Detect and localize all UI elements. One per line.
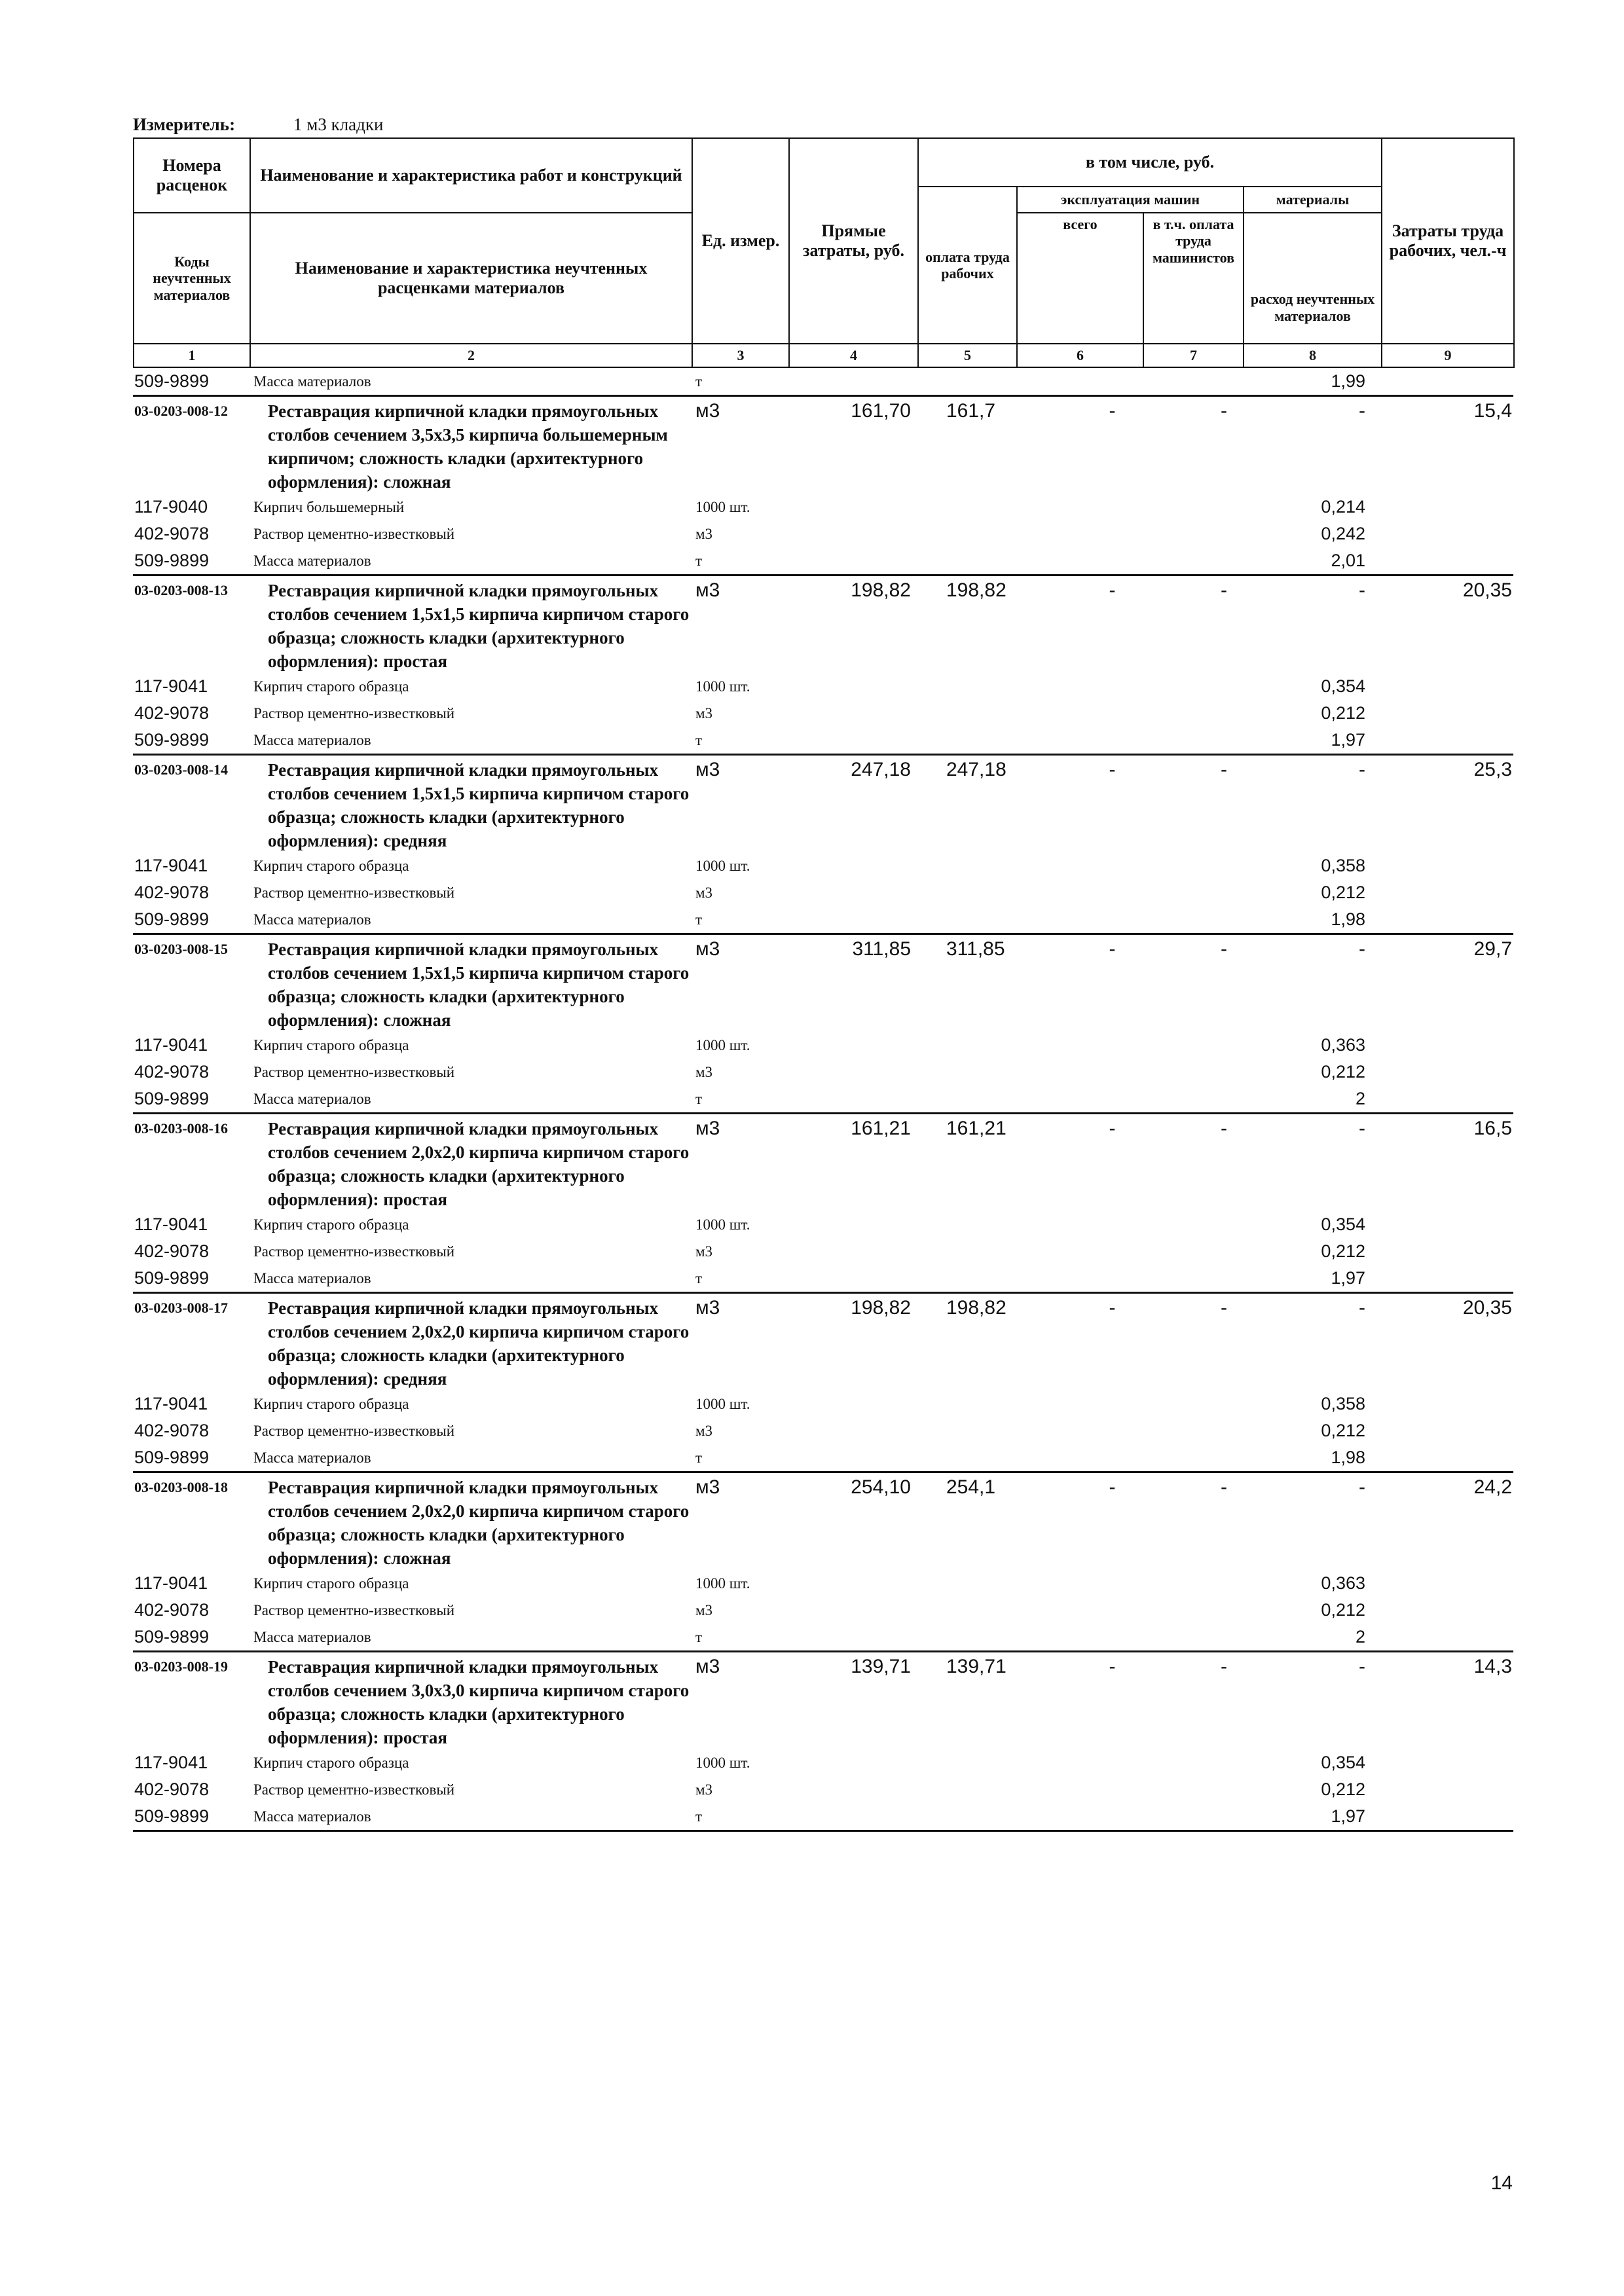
rate-materials: -: [1359, 1118, 1365, 1139]
material-code: 509-9899: [134, 1806, 210, 1826]
rate-direct-costs: 161,21: [851, 1118, 911, 1139]
table-end-rule: [133, 1830, 1513, 1832]
material-unit: м3: [695, 1064, 713, 1080]
material-name: Масса материалов: [253, 732, 371, 748]
material-value: 0,212: [1321, 703, 1365, 723]
material-code: 117-9041: [134, 1035, 208, 1055]
material-unit: 1000 шт.: [695, 1575, 750, 1592]
material-name: Раствор цементно-известковый: [253, 1781, 455, 1798]
rates-table-header: [133, 137, 1515, 368]
rate-direct-costs: 254,10: [851, 1476, 911, 1498]
rate-labor-cost: 15,4: [1473, 400, 1512, 422]
material-code: 402-9078: [134, 1779, 210, 1799]
material-name: Масса материалов: [253, 1270, 371, 1286]
material-name: Масса материалов: [253, 1629, 371, 1645]
material-unit: т: [695, 373, 703, 390]
material-value: 1,97: [1331, 1268, 1365, 1288]
rate-machines: -: [1109, 579, 1116, 601]
header-num-3: 3: [692, 344, 789, 367]
rate-row: [133, 1650, 1513, 1749]
material-code: 509-9899: [134, 371, 210, 391]
rate-row: [133, 395, 1513, 494]
material-unit: 1000 шт.: [695, 1396, 750, 1412]
rate-row: [133, 1292, 1513, 1391]
material-code: 117-9041: [134, 1394, 208, 1413]
material-unit: м3: [695, 526, 713, 542]
rate-machines: -: [1109, 759, 1116, 780]
material-code: 509-9899: [134, 1627, 210, 1647]
material-name: Масса материалов: [253, 1091, 371, 1107]
rate-unit: м3: [695, 400, 720, 422]
rate-labor-pay: 198,82: [946, 1297, 1006, 1319]
rate-row: [133, 1112, 1513, 1211]
material-row: [133, 494, 1513, 520]
material-value: 0,212: [1321, 1241, 1365, 1261]
material-row: [133, 879, 1513, 906]
rate-row: [133, 1471, 1513, 1570]
material-row: [133, 1444, 1513, 1471]
material-unit: м3: [695, 1781, 713, 1798]
material-name: Раствор цементно-известковый: [253, 526, 455, 542]
header-machinist-pay: в т.ч. оплата труда машинистов: [1143, 213, 1244, 344]
rate-name: Реставрация кирпичной кладки прямоугольных столбов сечением 3,0х3,0 кирпича кирпичом старого образца; сложность кладки (архитектурного оформления): простая: [268, 1657, 690, 1747]
material-name: Кирпич старого образца: [253, 1037, 409, 1053]
rate-machinist-pay: -: [1221, 1297, 1227, 1319]
rate-unit: м3: [695, 1118, 720, 1139]
rate-name: Реставрация кирпичной кладки прямоугольных столбов сечением 1,5х1,5 кирпича кирпичом старого образца; сложность кладки (архитектурного оформления): средняя: [268, 760, 690, 850]
rate-row: [133, 754, 1513, 852]
material-row: [133, 1417, 1513, 1444]
rate-machinist-pay: -: [1221, 1118, 1227, 1139]
rate-unit: м3: [695, 1476, 720, 1498]
rate-labor-cost: 29,7: [1473, 938, 1512, 960]
material-unit: м3: [695, 705, 713, 721]
material-row: [133, 906, 1513, 933]
header-unit: Ед. измер.: [692, 138, 789, 344]
rate-labor-pay: 247,18: [946, 759, 1006, 780]
rate-unit: м3: [695, 1656, 720, 1677]
rate-machines: -: [1109, 400, 1116, 422]
material-row: [133, 520, 1513, 547]
material-value: 0,363: [1321, 1573, 1365, 1593]
rate-unit: м3: [695, 759, 720, 780]
material-code: 117-9041: [134, 1573, 208, 1593]
rate-code: 03-0203-008-14: [134, 761, 228, 778]
rate-code: 03-0203-008-18: [134, 1479, 228, 1495]
rate-code: 03-0203-008-15: [134, 941, 228, 957]
rate-row: [133, 574, 1513, 673]
rate-labor-cost: 25,3: [1473, 759, 1512, 780]
rate-name: Реставрация кирпичной кладки прямоугольных столбов сечением 1,5х1,5 кирпича кирпичом старого образца; сложность кладки (архитектурного оформления): простая: [268, 581, 690, 671]
header-num-6: 6: [1017, 344, 1143, 367]
material-unit: м3: [695, 884, 713, 901]
rate-labor-pay: 254,1: [946, 1476, 996, 1498]
rate-machinist-pay: -: [1221, 400, 1227, 422]
material-code: 509-9899: [134, 1268, 210, 1288]
header-num-1: 1: [134, 344, 250, 367]
material-row: [133, 1032, 1513, 1059]
material-code: 117-9041: [134, 1753, 208, 1772]
material-row: [133, 1776, 1513, 1803]
material-unit: 1000 шт.: [695, 1216, 750, 1233]
material-value: 0,212: [1321, 1062, 1365, 1082]
material-value: 0,212: [1321, 1779, 1365, 1799]
material-row: [133, 852, 1513, 879]
material-unit: м3: [695, 1243, 713, 1260]
material-value: 1,99: [1331, 371, 1365, 391]
rate-unit: м3: [695, 1297, 720, 1319]
rate-machinist-pay: -: [1221, 759, 1227, 780]
material-row: [133, 1391, 1513, 1417]
header-labor-cost: Затраты труда рабочих, чел.-ч: [1382, 138, 1514, 344]
material-unit: м3: [695, 1602, 713, 1618]
rate-direct-costs: 139,71: [851, 1656, 911, 1677]
header-num-7: 7: [1143, 344, 1244, 367]
rate-labor-cost: 16,5: [1473, 1118, 1512, 1139]
material-unit: т: [695, 911, 703, 928]
rates-table-body: [133, 368, 1513, 1832]
material-name: Кирпич старого образца: [253, 1396, 409, 1412]
material-value: 0,214: [1321, 497, 1365, 517]
header-labor-pay: оплата труда рабочих: [918, 187, 1017, 344]
material-name: Раствор цементно-известковый: [253, 705, 455, 721]
material-name: Масса материалов: [253, 911, 371, 928]
material-value: 0,212: [1321, 883, 1365, 902]
material-row: [133, 1597, 1513, 1624]
rate-code: 03-0203-008-16: [134, 1120, 228, 1137]
material-value: 2: [1355, 1627, 1365, 1647]
material-row: [133, 368, 1513, 395]
measurer-label: Измеритель:: [133, 115, 236, 134]
material-row: [133, 1570, 1513, 1597]
material-unit: т: [695, 732, 703, 748]
header-material-use: расход неучтенных материалов: [1244, 272, 1382, 344]
material-value: 0,354: [1321, 1753, 1365, 1772]
material-name: Масса материалов: [253, 1449, 371, 1466]
rate-labor-pay: 139,71: [946, 1656, 1006, 1677]
rate-materials: -: [1359, 400, 1365, 422]
material-value: 1,98: [1331, 1448, 1365, 1467]
rate-machines: -: [1109, 1297, 1116, 1319]
rate-machinist-pay: -: [1221, 938, 1227, 960]
rate-unit: м3: [695, 579, 720, 601]
rate-materials: -: [1359, 938, 1365, 960]
header-including: в том числе, руб.: [918, 138, 1382, 187]
rate-machines: -: [1109, 1656, 1116, 1677]
header-unrecorded-codes: Коды неучтенных материалов: [134, 213, 250, 344]
material-code: 117-9041: [134, 856, 208, 875]
material-row: [133, 727, 1513, 754]
material-row: [133, 1238, 1513, 1265]
rate-machines: -: [1109, 1118, 1116, 1139]
material-name: Кирпич старого образца: [253, 858, 409, 874]
rate-direct-costs: 198,82: [851, 1297, 911, 1319]
header-work-name: Наименование и характеристика работ и конструкций: [250, 138, 692, 213]
material-unit: т: [695, 1091, 703, 1107]
header-unrecorded-materials: Наименование и характеристика неучтенных расценками материалов: [250, 213, 692, 344]
header-num-8: 8: [1244, 344, 1382, 367]
rate-labor-pay: 161,21: [946, 1118, 1006, 1139]
header-rate-numbers: Номера расценок: [134, 138, 250, 213]
rate-row: [133, 933, 1513, 1032]
rate-direct-costs: 311,85: [852, 938, 911, 960]
rate-machinist-pay: -: [1221, 579, 1227, 601]
header-num-2: 2: [250, 344, 692, 367]
rate-labor-pay: 161,7: [946, 400, 996, 422]
material-value: 0,363: [1321, 1035, 1365, 1055]
material-row: [133, 547, 1513, 574]
material-code: 402-9078: [134, 703, 210, 723]
material-code: 509-9899: [134, 909, 210, 929]
material-value: 1,97: [1331, 730, 1365, 750]
material-value: 0,358: [1321, 856, 1365, 875]
material-unit: т: [695, 553, 703, 569]
material-code: 509-9899: [134, 730, 210, 750]
measurer-line: [133, 111, 1513, 137]
rate-materials: -: [1359, 1656, 1365, 1677]
material-value: 0,354: [1321, 1214, 1365, 1234]
rate-materials: -: [1359, 1297, 1365, 1319]
material-unit: 1000 шт.: [695, 1755, 750, 1771]
rate-name: Реставрация кирпичной кладки прямоугольных столбов сечением 2,0х2,0 кирпича кирпичом старого образца; сложность кладки (архитектурного оформления): сложная: [268, 1478, 690, 1568]
material-unit: 1000 шт.: [695, 1037, 750, 1053]
material-code: 117-9041: [134, 1214, 208, 1234]
material-value: 0,212: [1321, 1600, 1365, 1620]
rate-labor-pay: 198,82: [946, 579, 1006, 601]
material-value: 0,358: [1321, 1394, 1365, 1413]
material-row: [133, 673, 1513, 700]
material-row: [133, 1803, 1513, 1830]
material-name: Масса материалов: [253, 553, 371, 569]
rate-labor-cost: 20,35: [1462, 1297, 1512, 1319]
material-name: Кирпич старого образца: [253, 1575, 409, 1592]
header-num-9: 9: [1382, 344, 1514, 367]
material-code: 402-9078: [134, 883, 210, 902]
material-value: 2: [1355, 1089, 1365, 1108]
rate-code: 03-0203-008-19: [134, 1658, 228, 1675]
header-direct-costs: Прямые затраты, руб.: [789, 138, 918, 344]
rate-name: Реставрация кирпичной кладки прямоугольных столбов сечением 2,0х2,0 кирпича кирпичом старого образца; сложность кладки (архитектурного оформления): средняя: [268, 1298, 690, 1389]
material-unit: т: [695, 1270, 703, 1286]
material-code: 402-9078: [134, 524, 210, 543]
rate-name: Реставрация кирпичной кладки прямоугольных столбов сечением 3,5х3,5 кирпича большемерным кирпичом; сложность кладки (архитектурного оформления): сложная: [268, 401, 668, 492]
rate-machines: -: [1109, 1476, 1116, 1498]
rate-machinist-pay: -: [1221, 1656, 1227, 1677]
material-value: 1,98: [1331, 909, 1365, 929]
material-name: Раствор цементно-известковый: [253, 1064, 455, 1080]
material-name: Раствор цементно-известковый: [253, 884, 455, 901]
material-unit: 1000 шт.: [695, 499, 750, 515]
material-code: 402-9078: [134, 1062, 210, 1082]
material-code: 509-9899: [134, 1448, 210, 1467]
material-code: 402-9078: [134, 1421, 210, 1440]
material-value: 1,97: [1331, 1806, 1365, 1826]
material-name: Масса материалов: [253, 1808, 371, 1825]
rate-labor-cost: 14,3: [1473, 1656, 1512, 1677]
header-materials-blank: [1244, 213, 1382, 272]
rate-materials: -: [1359, 1476, 1365, 1498]
rate-machines: -: [1109, 938, 1116, 960]
material-name: Раствор цементно-известковый: [253, 1423, 455, 1439]
rate-direct-costs: 198,82: [851, 579, 911, 601]
rate-machinist-pay: -: [1221, 1476, 1227, 1498]
rate-labor-cost: 24,2: [1473, 1476, 1512, 1498]
material-unit: 1000 шт.: [695, 858, 750, 874]
material-name: Кирпич старого образца: [253, 678, 409, 695]
rate-code: 03-0203-008-12: [134, 403, 228, 419]
material-name: Кирпич старого образца: [253, 1755, 409, 1771]
material-code: 117-9041: [134, 676, 208, 696]
rate-labor-cost: 20,35: [1462, 579, 1512, 601]
page-number: 14: [1490, 2172, 1513, 2194]
material-row: [133, 1085, 1513, 1112]
rate-code: 03-0203-008-17: [134, 1300, 228, 1316]
rate-unit: м3: [695, 938, 720, 960]
material-row: [133, 700, 1513, 727]
material-name: Масса материалов: [253, 373, 371, 390]
material-unit: 1000 шт.: [695, 678, 750, 695]
material-unit: т: [695, 1629, 703, 1645]
material-code: 402-9078: [134, 1241, 210, 1261]
material-row: [133, 1265, 1513, 1292]
material-code: 402-9078: [134, 1600, 210, 1620]
material-code: 509-9899: [134, 1089, 210, 1108]
rate-name: Реставрация кирпичной кладки прямоугольных столбов сечением 1,5х1,5 кирпича кирпичом старого образца; сложность кладки (архитектурного оформления): сложная: [268, 939, 690, 1030]
rate-name: Реставрация кирпичной кладки прямоугольных столбов сечением 2,0х2,0 кирпича кирпичом старого образца; сложность кладки (архитектурного оформления): простая: [268, 1119, 690, 1209]
material-code: 509-9899: [134, 551, 210, 570]
material-unit: м3: [695, 1423, 713, 1439]
rate-direct-costs: 161,70: [851, 400, 911, 422]
rate-materials: -: [1359, 759, 1365, 780]
material-unit: т: [695, 1449, 703, 1466]
material-row: [133, 1749, 1513, 1776]
header-materials: материалы: [1244, 187, 1382, 213]
material-value: 0,242: [1321, 524, 1365, 543]
material-name: Кирпич большемерный: [253, 499, 405, 515]
rate-labor-pay: 311,85: [946, 938, 1005, 960]
material-value: 0,354: [1321, 676, 1365, 696]
material-row: [133, 1211, 1513, 1238]
header-machines: эксплуатация машин: [1017, 187, 1244, 213]
rate-code: 03-0203-008-13: [134, 582, 228, 598]
material-value: 2,01: [1331, 551, 1365, 570]
material-unit: т: [695, 1808, 703, 1825]
measurer-value: 1 м3 кладки: [293, 115, 384, 134]
material-row: [133, 1624, 1513, 1650]
rate-direct-costs: 247,18: [851, 759, 911, 780]
document-page: [133, 111, 1513, 1832]
material-name: Раствор цементно-известковый: [253, 1243, 455, 1260]
material-name: Кирпич старого образца: [253, 1216, 409, 1233]
header-machines-total: всего: [1017, 213, 1143, 344]
header-num-4: 4: [789, 344, 918, 367]
material-value: 0,212: [1321, 1421, 1365, 1440]
rate-materials: -: [1359, 579, 1365, 601]
header-num-5: 5: [918, 344, 1017, 367]
material-name: Раствор цементно-известковый: [253, 1602, 455, 1618]
material-code: 117-9040: [134, 497, 208, 517]
material-row: [133, 1059, 1513, 1085]
